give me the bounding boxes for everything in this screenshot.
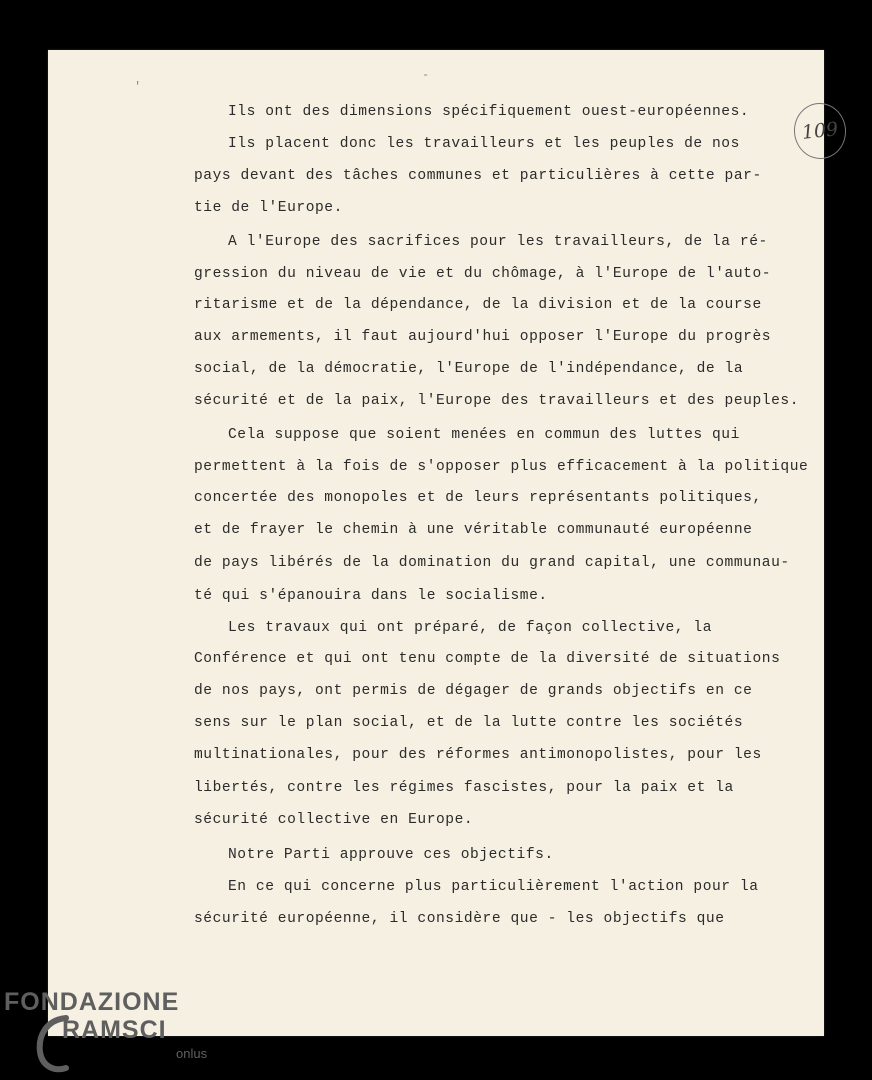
- text-line: Notre Parti approuve ces objectifs.: [228, 847, 554, 863]
- text-line: A l'Europe des sacrifices pour les travailleurs, de la ré-: [228, 234, 768, 250]
- text-line: de nos pays, ont permis de dégager de grands objectifs en ce: [194, 683, 753, 699]
- text-line: et de frayer le chemin à une véritable communauté européenne: [194, 522, 753, 538]
- text-line: Ils placent donc les travailleurs et les peuples de nos: [228, 136, 740, 152]
- text-line: tie de l'Europe.: [194, 200, 343, 216]
- watermark-title: FONDAZIONE: [4, 988, 180, 1016]
- text-line: de pays libérés de la domination du grand capital, une communau-: [194, 555, 790, 571]
- text-line: sécurité européenne, il considère que - les objectifs que: [194, 911, 725, 927]
- watermark-logo: [4, 988, 234, 1068]
- pencil-mark: ': [134, 80, 142, 94]
- text-line: concertée des monopoles et de leurs représentants politiques,: [194, 490, 762, 506]
- watermark-subtitle: RAMSCI: [62, 1016, 167, 1044]
- text-line: sens sur le plan social, et de la lutte contre les sociétés: [194, 715, 744, 731]
- page-number: 109: [791, 100, 849, 161]
- text-line: ritarisme et de la dépendance, de la division et de la course: [194, 297, 762, 313]
- text-line: permettent à la fois de s'opposer plus efficacement à la politique: [194, 459, 809, 475]
- text-line: sécurité collective en Europe.: [194, 812, 474, 828]
- text-line: Cela suppose que soient menées en commun des luttes qui: [228, 427, 740, 443]
- document-page: [48, 50, 840, 1036]
- text-line: libertés, contre les régimes fascistes, pour la paix et la: [194, 780, 734, 796]
- text-line: pays devant des tâches communes et particulières à cette par-: [194, 168, 762, 184]
- text-line: social, de la démocratie, l'Europe de l'indépendance, de la: [194, 361, 744, 377]
- text-line: Conférence et qui ont tenu compte de la diversité de situations: [194, 651, 781, 667]
- watermark-suffix: onlus: [176, 1046, 208, 1061]
- text-line: Ils ont des dimensions spécifiquement ouest-européennes.: [228, 104, 750, 120]
- text-line: sécurité et de la paix, l'Europe des travailleurs et des peuples.: [194, 393, 799, 409]
- text-line: té qui s'épanouira dans le socialisme.: [194, 588, 548, 604]
- text-line: gression du niveau de vie et du chômage, à l'Europe de l'auto-: [194, 266, 772, 282]
- text-line: aux armements, il faut aujourd'hui opposer l'Europe du progrès: [194, 329, 772, 345]
- text-line: En ce qui concerne plus particulièrement l'action pour la: [228, 879, 759, 895]
- text-line: Les travaux qui ont préparé, de façon collective, la: [228, 620, 712, 636]
- text-line: multinationales, pour des réformes antimonopolistes, pour les: [194, 747, 762, 763]
- text-body: [48, 50, 824, 1036]
- pencil-mark: -: [422, 68, 430, 82]
